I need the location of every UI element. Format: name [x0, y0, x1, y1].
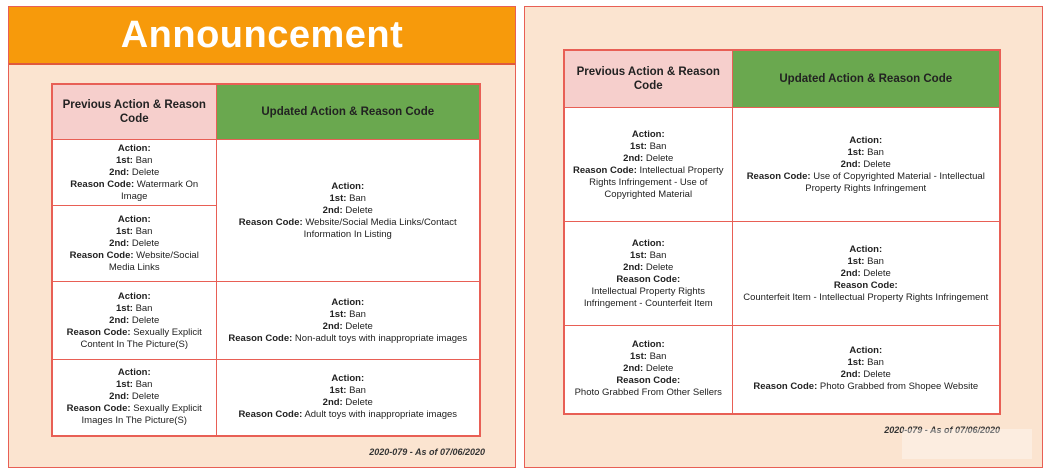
header-previous-action: Previous Action & Reason Code: [52, 84, 216, 140]
reference-footnote: 2020-079 - As of 07/06/2020: [369, 447, 485, 457]
reason-code-table-left: [51, 83, 481, 437]
header-previous-action: Previous Action & Reason Code: [564, 50, 732, 108]
previous-action-cell: Action: 1st: Ban 2nd: Delete Reason Code: Intellectual Property Rights Infringement - Use of Copyrighted Material: [564, 108, 732, 222]
updated-action-cell: Action: 1st: Ban 2nd: Delete Reason Code: Adult toys with inappropriate images: [216, 360, 480, 436]
header-updated-action: Updated Action & Reason Code: [216, 84, 480, 140]
reference-footnote: 2020-079 - As of 07/06/2020: [884, 425, 1000, 435]
previous-action-cell: Action: 1st: Ban 2nd: Delete Reason Code: Photo Grabbed From Other Sellers: [564, 326, 732, 414]
previous-action-cell: Action: 1st: Ban 2nd: Delete Reason Code: Intellectual Property Rights Infringement - Counterfeit Item: [564, 222, 732, 326]
table-row: [52, 140, 480, 206]
updated-action-cell: Action: 1st: Ban 2nd: Delete Reason Code: Use of Copyrighted Material - Intellectual Property Rights Infringement: [732, 108, 1000, 222]
announcement-panel-left: [8, 6, 516, 468]
updated-action-cell: Action: 1st: Ban 2nd: Delete Reason Code: Website/Social Media Links/Contact Information In Listing: [216, 140, 480, 282]
reason-code-table-right: [563, 49, 1001, 415]
table-row: [564, 326, 1000, 414]
previous-action-cell: Action: 1st: Ban 2nd: Delete Reason Code: Sexually Explicit Content In The Picture(S): [52, 282, 216, 360]
updated-action-cell: Action: 1st: Ban 2nd: Delete Reason Code: Photo Grabbed from Shopee Website: [732, 326, 1000, 414]
table-header-row: [52, 84, 480, 140]
table-row: [564, 108, 1000, 222]
header-updated-action: Updated Action & Reason Code: [732, 50, 1000, 108]
table-row: [52, 360, 480, 436]
faded-watermark: [902, 429, 1032, 459]
previous-action-cell: Action: 1st: Ban 2nd: Delete Reason Code: Sexually Explicit Images In The Picture(S): [52, 360, 216, 436]
announcement-panel-right: [524, 6, 1043, 468]
previous-action-cell: Action: 1st: Ban 2nd: Delete Reason Code: Website/Social Media Links: [52, 206, 216, 282]
table-header-row: [564, 50, 1000, 108]
updated-action-cell: Action: 1st: Ban 2nd: Delete Reason Code: Counterfeit Item - Intellectual Property Rights Infringement: [732, 222, 1000, 326]
updated-action-cell: Action: 1st: Ban 2nd: Delete Reason Code: Non-adult toys with inappropriate images: [216, 282, 480, 360]
table-row: [564, 222, 1000, 326]
announcement-banner: Announcement: [9, 7, 515, 65]
table-row: [52, 282, 480, 360]
previous-action-cell: Action: 1st: Ban 2nd: Delete Reason Code: Watermark On Image: [52, 140, 216, 206]
